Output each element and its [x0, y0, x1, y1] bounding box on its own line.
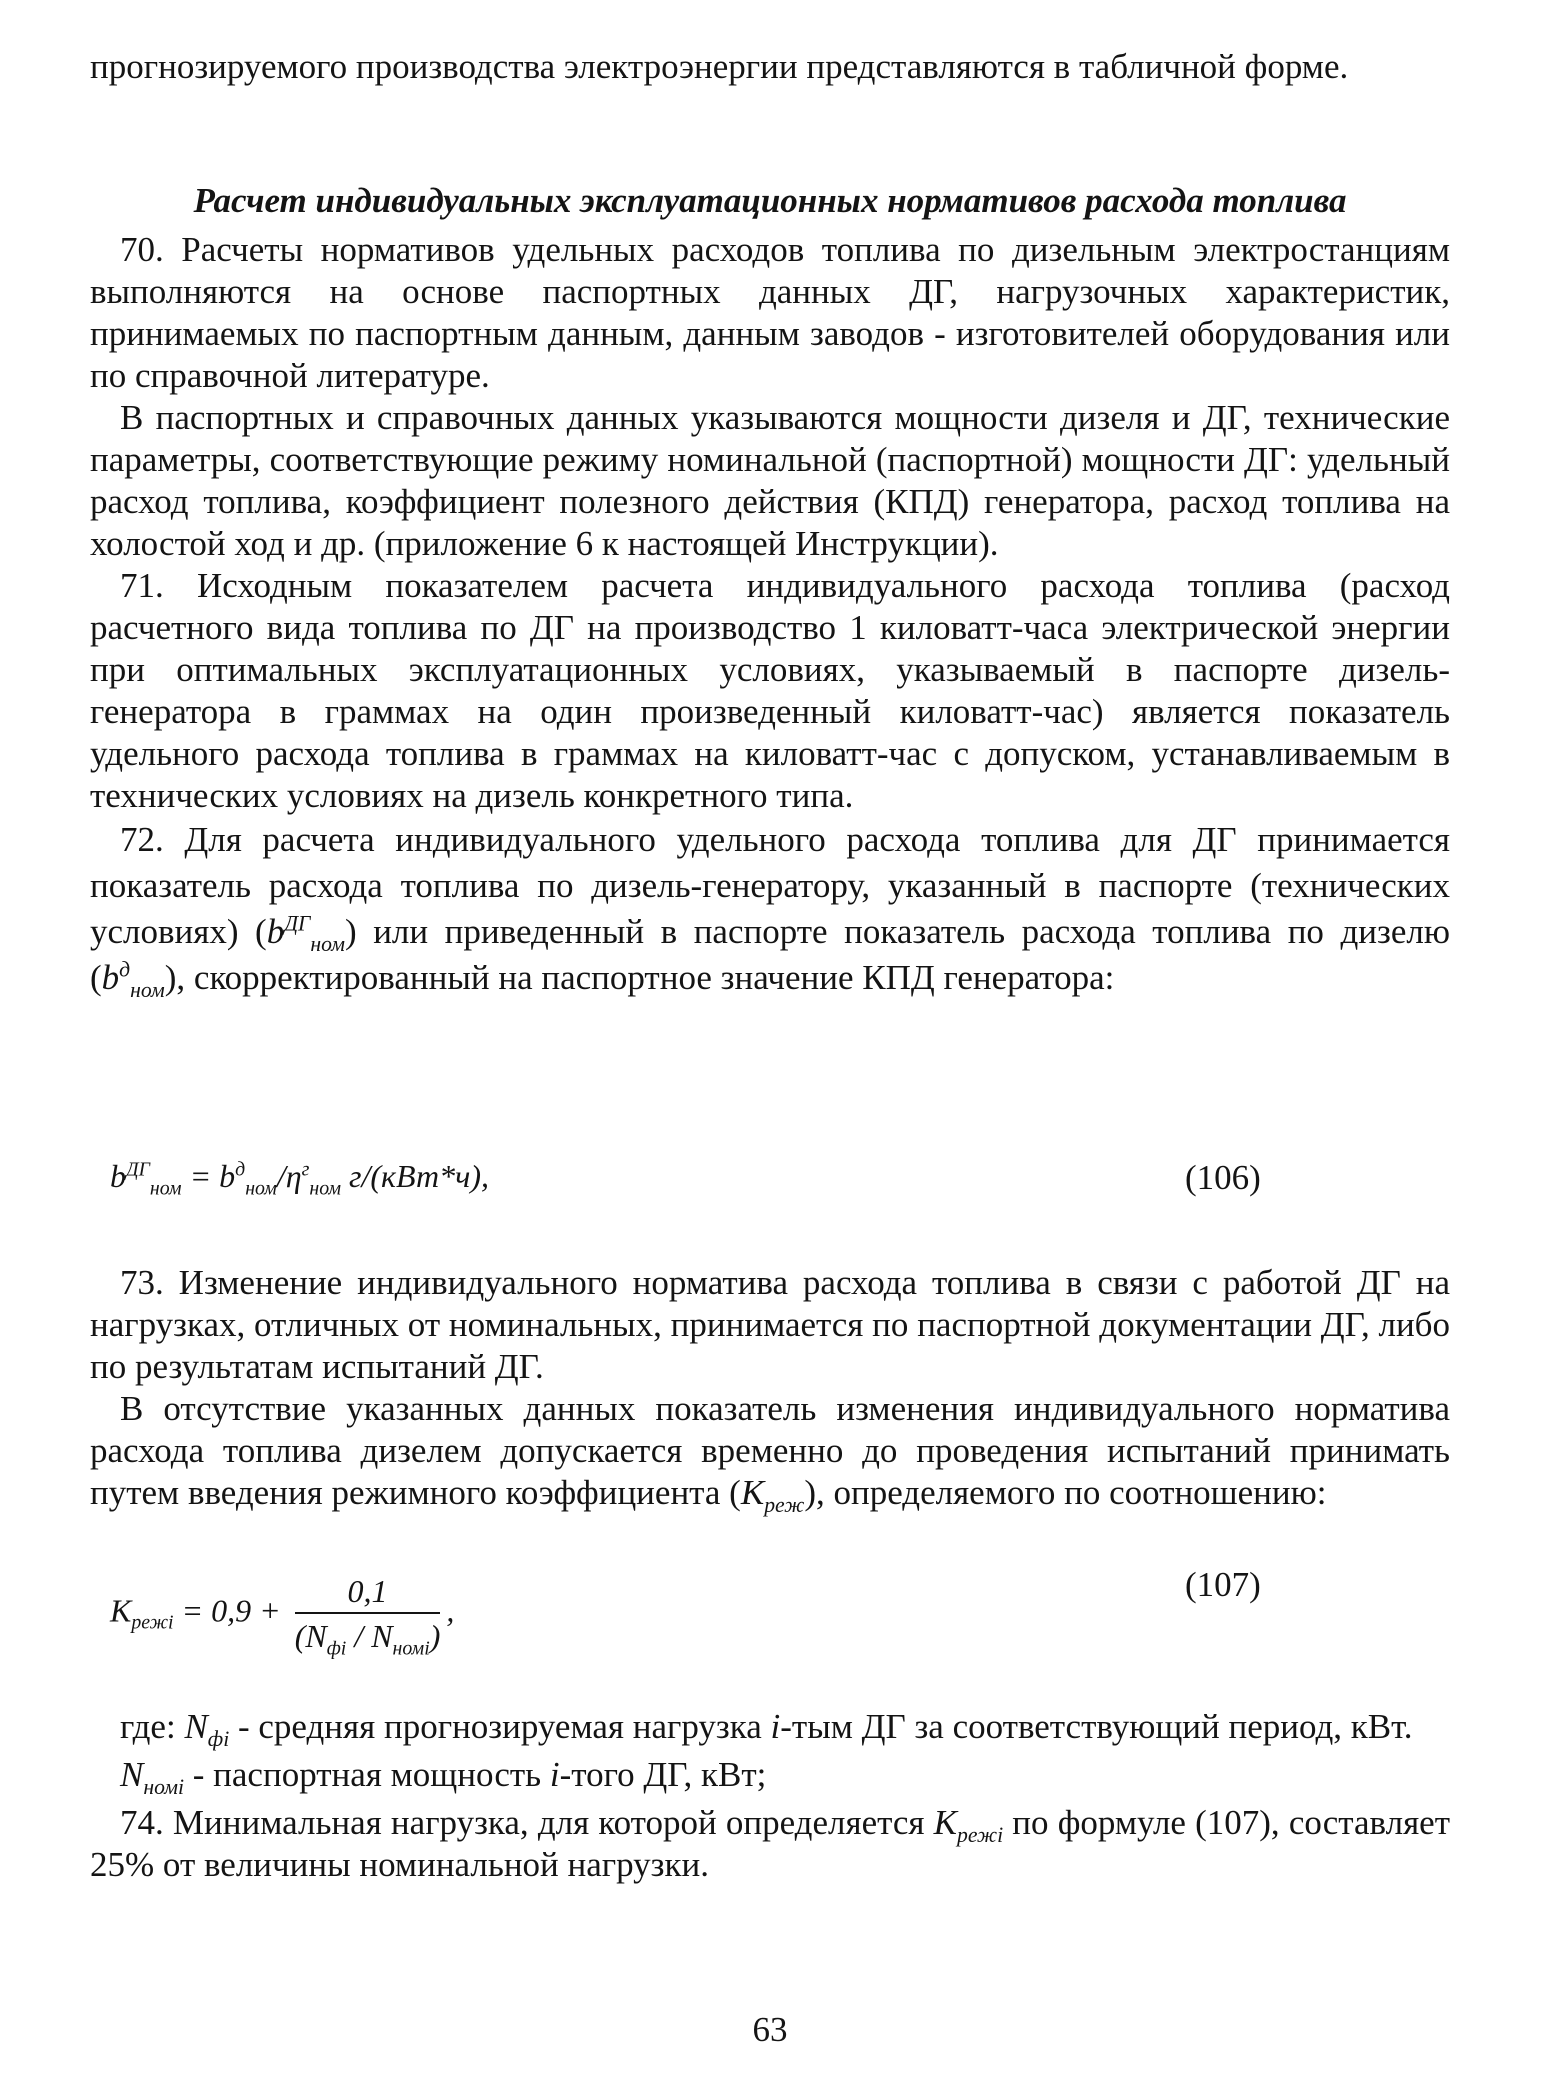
paragraph-70-continued: В паспортных и справочных данных указываются мощности дизеля и ДГ, технические параметры, соответствующие режиму номинальной (паспортной) мощности ДГ: удельный расход топлива, коэффициент полезного действия (КПД) генератора, расход топлива на холостой ход и др. (приложение 6 к настоящей Инструкции).	[90, 398, 1450, 563]
equation-number-107: (107)	[1185, 1565, 1261, 1604]
text-block-3	[90, 1706, 1450, 1886]
symbol-b-d-nom: $b^д_{ном}$	[101, 957, 165, 1002]
top-line: прогнозируемого производства электроэнергии представляются в табличной форме.	[90, 47, 1349, 86]
paragraph-73-continued: В отсутствие указанных данных показатель изменения индивидуального норматива расхода топлива дизелем допускается временно до проведения испытаний принимать путем введения режимного коэффициента $(K_{реж})$, определяемого по соотношению:	[90, 1389, 1450, 1517]
paragraph-73: 73. Изменение индивидуального норматива расхода топлива в связи с работой ДГ на нагрузках, отличных от номинальных, принимается по паспортной документации ДГ, либо по результатам испытаний ДГ.	[90, 1263, 1450, 1386]
page-number: 63	[752, 2010, 788, 2049]
paragraph-72: 72. Для расчета индивидуального удельного расхода топлива для ДГ принимается показатель расхода топлива по дизель-генератору, указанный в паспорте (технических условиях) $(b^{ДГ}_{ном})$ или приведенный в паспорте показатель расхода топлива по дизелю $(b^д_{ном})$, скорректированный на паспортное значение КПД генератора:	[90, 820, 1450, 1002]
where-clause-2: $N_{номi}$ - паспортная мощность i-того ДГ, кВт;	[120, 1755, 767, 1799]
paragraph-71: 71. Исходным показателем расчета индивидуального расхода топлива (расход расчетного вида топлива по ДГ на производство 1 киловатт-часа электрической энергии при оптимальных эксплуатационных условиях, указываемый в паспорте дизель-генератора в граммах на один произведенный киловатт-час) является показатель удельного расхода топлива в граммах на киловатт-час с допуском, устанавливаемым в технических условиях на дизель конкретного типа.	[90, 566, 1450, 815]
formula-107-row	[90, 1565, 1450, 1675]
text-block-1	[90, 229, 1450, 1001]
symbol-k-rezhi: $K_{режi}$	[933, 1803, 1004, 1847]
formula-107: $K_{режi} = 0,9$ + $\frac{0,1}{(N_{фi} / N_{номi})}$ ,	[110, 1573, 455, 1660]
equation-number-106: (106)	[1185, 1158, 1261, 1197]
paragraph-74: 74. Минимальная нагрузка, для которой определяется $K_{режi}$ по формуле (107), составляет 25% от величины номинальной нагрузки.	[90, 1803, 1450, 1884]
formula-106-row	[90, 1150, 1450, 1230]
where-clause: где: $N_{фi}$ - средняя прогнозируемая нагрузка i-тым ДГ за соответствующий период, кВт.	[120, 1707, 1413, 1751]
document-page	[90, 0, 1450, 2089]
section-heading: Расчет индивидуальных эксплуатационных нормативов расхода топлива	[193, 181, 1347, 220]
symbol-n-nomi: $N_{номi}$	[120, 1755, 185, 1799]
symbol-k-rezh: $K_{реж}$	[740, 1473, 805, 1517]
fraction: $\frac{0,1}{(N_{фi} / N_{номi})}$	[294, 1573, 441, 1660]
symbol-n-phi: $N_{фi}$	[184, 1707, 230, 1751]
symbol-b-dg-nom: $b^{ДГ}_{ном}$	[266, 911, 345, 956]
paragraph-70: 70. Расчеты нормативов удельных расходов топлива по дизельным электростанциям выполняются на основе паспортных данных ДГ, нагрузочных характеристик, принимаемых по паспортным данным, данным заводов - изготовителей оборудования или по справочной литературе.	[90, 230, 1450, 395]
formula-106: $b^{ДГ}_{ном} = b^д_{ном}/\eta^г_{ном}$ г/(кВт*ч),	[110, 1158, 489, 1200]
text-block-2	[90, 1262, 1450, 1517]
